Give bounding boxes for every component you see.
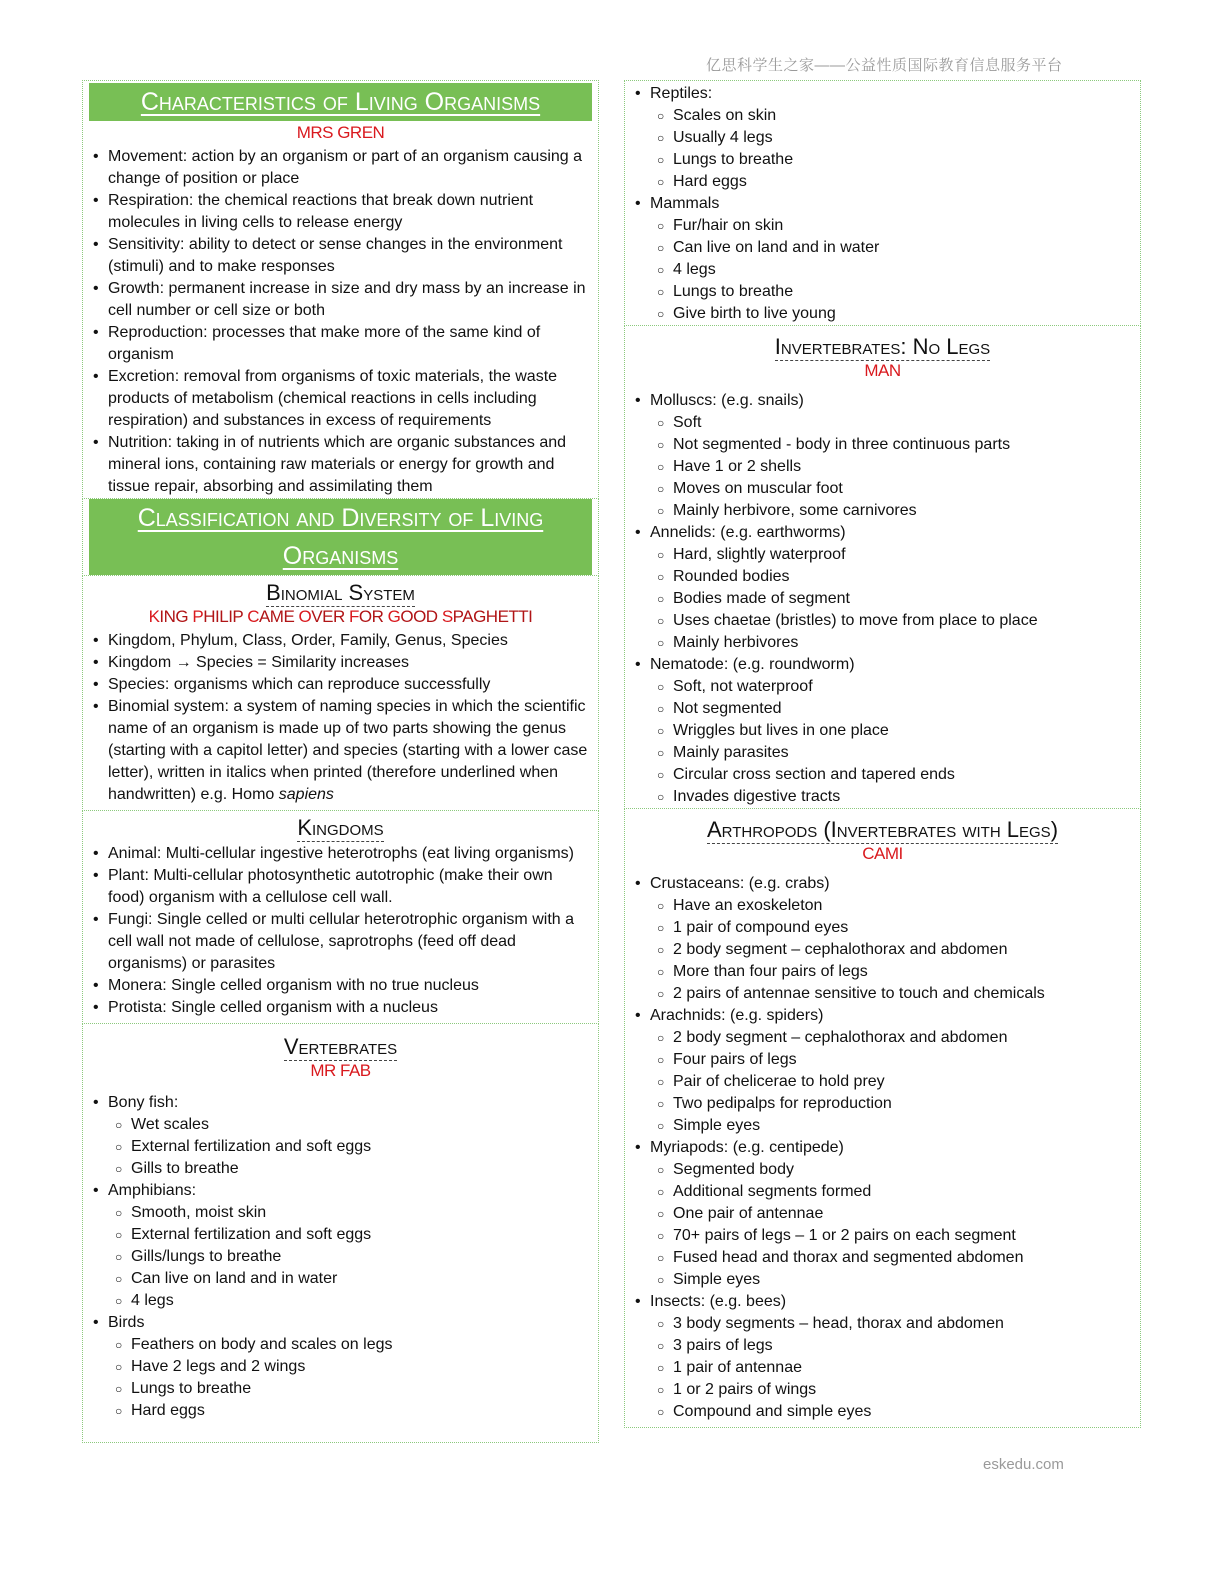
sub-item: ○ Gills to breathe xyxy=(83,1158,598,1180)
sub-item: ○ Can live on land and in water xyxy=(83,1268,598,1290)
sub-item: ○ Have 2 legs and 2 wings xyxy=(83,1356,598,1378)
kingdoms-title xyxy=(83,815,598,841)
invertebrates-mnemonic: MAN xyxy=(864,361,901,380)
list-item: • Plant: Multi-cellular photosynthetic autotrophic (make their own food) organism with a cellulose cell wall. xyxy=(83,865,598,909)
invertebrates-title-text: Invertebrates: No Legs xyxy=(774,334,991,359)
sub-item: ○ Segmented body xyxy=(625,1159,1140,1181)
group-item: • Mammals xyxy=(625,193,1140,215)
sub-item: ○ Have an exoskeleton xyxy=(625,895,1140,917)
sub-item: ○ Soft, not waterproof xyxy=(625,676,1140,698)
sub-item: ○ 4 legs xyxy=(625,259,1140,281)
sub-item: ○ Hard eggs xyxy=(625,171,1140,193)
sub-item: ○ Gills/lungs to breathe xyxy=(83,1246,598,1268)
sub-item: ○ 1 pair of antennae xyxy=(625,1357,1140,1379)
sub-item: ○ Mainly parasites xyxy=(625,742,1140,764)
sub-item: ○ Usually 4 legs xyxy=(625,127,1140,149)
sub-item: ○ 4 legs xyxy=(83,1290,598,1312)
mnemonic-word: OVER xyxy=(298,607,345,626)
sub-item: ○ External fertilization and soft eggs xyxy=(83,1136,598,1158)
list-item: • Sensitivity: ability to detect or sense changes in the environment (stimuli) and to make responses xyxy=(83,234,598,278)
group-item: • Nematode: (e.g. roundworm) xyxy=(625,654,1140,676)
sub-item: ○ Invades digestive tracts xyxy=(625,786,1140,808)
sub-item: ○ Lungs to breathe xyxy=(625,149,1140,171)
sub-item: ○ Bodies made of segment xyxy=(625,588,1140,610)
classification-section xyxy=(82,498,599,576)
binomial-italic: sapiens xyxy=(278,786,334,803)
vertebrates-cont-section xyxy=(624,80,1141,326)
list-item: • Species: organisms which can reproduce successfully xyxy=(83,674,598,696)
sub-item: ○ Four pairs of legs xyxy=(625,1049,1140,1071)
list-item: • Growth: permanent increase in size and dry mass by an increase in cell number or cell size or both xyxy=(83,278,598,322)
sub-item: ○ Additional segments formed xyxy=(625,1181,1140,1203)
sub-item: ○ Scales on skin xyxy=(625,105,1140,127)
binomial-title-text: Binomial System xyxy=(266,580,415,605)
sub-item: ○ 2 body segment – cephalothorax and abdomen xyxy=(625,1027,1140,1049)
group-item: • Bony fish: xyxy=(83,1092,598,1114)
sub-item: ○ More than four pairs of legs xyxy=(625,961,1140,983)
list-item: • Monera: Single celled organism with no true nucleus xyxy=(83,975,598,997)
sub-item: ○ Feathers on body and scales on legs xyxy=(83,1334,598,1356)
sub-item: ○ Wet scales xyxy=(83,1114,598,1136)
page-footer: eskedu.com xyxy=(983,1456,1064,1473)
right-column xyxy=(624,81,1141,1428)
sub-item: ○ Simple eyes xyxy=(625,1269,1140,1291)
sub-item: ○ Moves on muscular foot xyxy=(625,478,1140,500)
page-header: 亿思科学生之家——公益性质国际教育信息服务平台 xyxy=(706,57,1063,74)
binomial-title xyxy=(83,580,598,606)
sub-item: ○ Not segmented - body in three continuous parts xyxy=(625,434,1140,456)
sub-item: ○ 3 pairs of legs xyxy=(625,1335,1140,1357)
sub-item: ○ Circular cross section and tapered ends xyxy=(625,764,1140,786)
arthropods-section xyxy=(624,808,1141,1428)
sub-item: ○ Compound and simple eyes xyxy=(625,1401,1140,1423)
sub-item: ○ Smooth, moist skin xyxy=(83,1202,598,1224)
characteristics-list xyxy=(83,146,598,498)
group-item: • Arachnids: (e.g. spiders) xyxy=(625,1005,1140,1027)
invertebrates-list xyxy=(625,390,1140,808)
sub-item: ○ Hard, slightly waterproof xyxy=(625,544,1140,566)
left-column xyxy=(82,81,599,1443)
sub-item: ○ 3 body segments – head, thorax and abdomen xyxy=(625,1313,1140,1335)
sub-item: ○ Wriggles but lives in one place xyxy=(625,720,1140,742)
sub-item: ○ Fur/hair on skin xyxy=(625,215,1140,237)
vertebrates-section xyxy=(82,1023,599,1443)
list-item: • Fungi: Single celled or multi cellular heterotrophic organism with a cell wall not made of cellulose, saprotrophs (feed off dead organisms) or parasites xyxy=(83,909,598,975)
characteristics-section xyxy=(82,80,599,499)
arthropods-title xyxy=(625,817,1140,843)
sub-item: ○ Pair of chelicerae to hold prey xyxy=(625,1071,1140,1093)
sub-item: ○ External fertilization and soft eggs xyxy=(83,1224,598,1246)
sub-item: ○ Simple eyes xyxy=(625,1115,1140,1137)
invertebrates-title xyxy=(625,334,1140,360)
sub-item: ○ Mainly herbivore, some carnivores xyxy=(625,500,1140,522)
classification-title: Classification and Diversity of Living Organisms xyxy=(89,499,592,575)
list-item: • Kingdom, Phylum, Class, Order, Family, Genus, Species xyxy=(83,630,598,652)
binomial-last-text: Binomial system: a system of naming species in which the scientific name of an organism is made up of two parts showing the genus (starting with a capitol letter) and species (starting with a lower case letter), written in italics when printed (therefore underlined when handwritten) e.g. Homo xyxy=(108,698,588,803)
mnemonic-word: FOR xyxy=(348,607,384,626)
sub-item: ○ Two pedipalps for reproduction xyxy=(625,1093,1140,1115)
sub-item: ○ Give birth to live young xyxy=(625,303,1140,325)
kingdoms-section xyxy=(82,810,599,1024)
group-item: • Amphibians: xyxy=(83,1180,598,1202)
mnemonic-word: KING xyxy=(148,607,189,626)
kingdoms-list xyxy=(83,843,598,1019)
list-item: • Kingdom → Species = Similarity increases xyxy=(83,652,598,674)
group-item: • Crustaceans: (e.g. crabs) xyxy=(625,873,1140,895)
arthropods-title-text: Arthropods (Invertebrates with Legs) xyxy=(706,817,1059,842)
sub-item: ○ 1 pair of compound eyes xyxy=(625,917,1140,939)
sub-item: ○ Uses chaetae (bristles) to move from place to place xyxy=(625,610,1140,632)
sub-item: ○ Not segmented xyxy=(625,698,1140,720)
list-item: • Excretion: removal from organisms of toxic materials, the waste products of metabolism (chemical reactions in cells including respiration) and substances in excess of requirements xyxy=(83,366,598,432)
binomial-section xyxy=(82,575,599,811)
binomial-extra xyxy=(83,696,598,806)
invertebrates-section xyxy=(624,325,1141,809)
sub-item: ○ Rounded bodies xyxy=(625,566,1140,588)
characteristics-title: Characteristics of Living Organisms xyxy=(89,83,592,121)
list-item: • Animal: Multi-cellular ingestive heterotrophs (eat living organisms) xyxy=(83,843,598,865)
group-item: • Birds xyxy=(83,1312,598,1334)
group-item: • Insects: (e.g. bees) xyxy=(625,1291,1140,1313)
binomial-mnemonic xyxy=(83,606,598,628)
vertebrates-title-text: Vertebrates xyxy=(283,1034,398,1059)
group-item: • Myriapods: (e.g. centipede) xyxy=(625,1137,1140,1159)
list-item: • Reproduction: processes that make more of the same kind of organism xyxy=(83,322,598,366)
group-item: • Reptiles: xyxy=(625,83,1140,105)
vertebrates-mnemonic: MR FAB xyxy=(310,1061,371,1080)
sub-item: ○ 70+ pairs of legs – 1 or 2 pairs on each segment xyxy=(625,1225,1140,1247)
arthropods-mnemonic: CAMI xyxy=(862,844,903,863)
sub-item: ○ Have 1 or 2 shells xyxy=(625,456,1140,478)
sub-item: ○ Hard eggs xyxy=(83,1400,598,1422)
group-item: • Annelids: (e.g. earthworms) xyxy=(625,522,1140,544)
mnemonic-word: GOOD xyxy=(387,607,438,626)
sub-item: ○ Lungs to breathe xyxy=(625,281,1140,303)
sub-item: ○ Lungs to breathe xyxy=(83,1378,598,1400)
list-item: • Protista: Single celled organism with a nucleus xyxy=(83,997,598,1019)
sub-item: ○ 2 pairs of antennae sensitive to touch and chemicals xyxy=(625,983,1140,1005)
kingdoms-title-text: Kingdoms xyxy=(297,815,384,840)
list-item: • Respiration: the chemical reactions that break down nutrient molecules in living cells to release energy xyxy=(83,190,598,234)
list-item: • Nutrition: taking in of nutrients which are organic substances and mineral ions, containing raw materials or energy for growth and tissue repair, absorbing and assimilating them xyxy=(83,432,598,498)
sub-item: ○ Fused head and thorax and segmented abdomen xyxy=(625,1247,1140,1269)
sub-item: ○ One pair of antennae xyxy=(625,1203,1140,1225)
binomial-list xyxy=(83,630,598,696)
vertebrates-list xyxy=(83,1092,598,1422)
arthropods-list xyxy=(625,873,1140,1423)
mnemonic-word: CAME xyxy=(247,607,295,626)
mnemonic-word: PHILIP xyxy=(192,607,243,626)
sub-item: ○ 2 body segment – cephalothorax and abdomen xyxy=(625,939,1140,961)
group-item: • Molluscs: (e.g. snails) xyxy=(625,390,1140,412)
sub-item: ○ 1 or 2 pairs of wings xyxy=(625,1379,1140,1401)
vertebrates-title xyxy=(83,1034,598,1060)
characteristics-mnemonic: MRS GREN xyxy=(296,123,385,142)
mnemonic-word: SPAGHETTI xyxy=(441,607,533,626)
sub-item: ○ Can live on land and in water xyxy=(625,237,1140,259)
list-item xyxy=(83,696,598,806)
list-item: • Movement: action by an organism or part of an organism causing a change of position or place xyxy=(83,146,598,190)
vertebrates-cont-list xyxy=(625,83,1140,325)
sub-item: ○ Soft xyxy=(625,412,1140,434)
sub-item: ○ Mainly herbivores xyxy=(625,632,1140,654)
